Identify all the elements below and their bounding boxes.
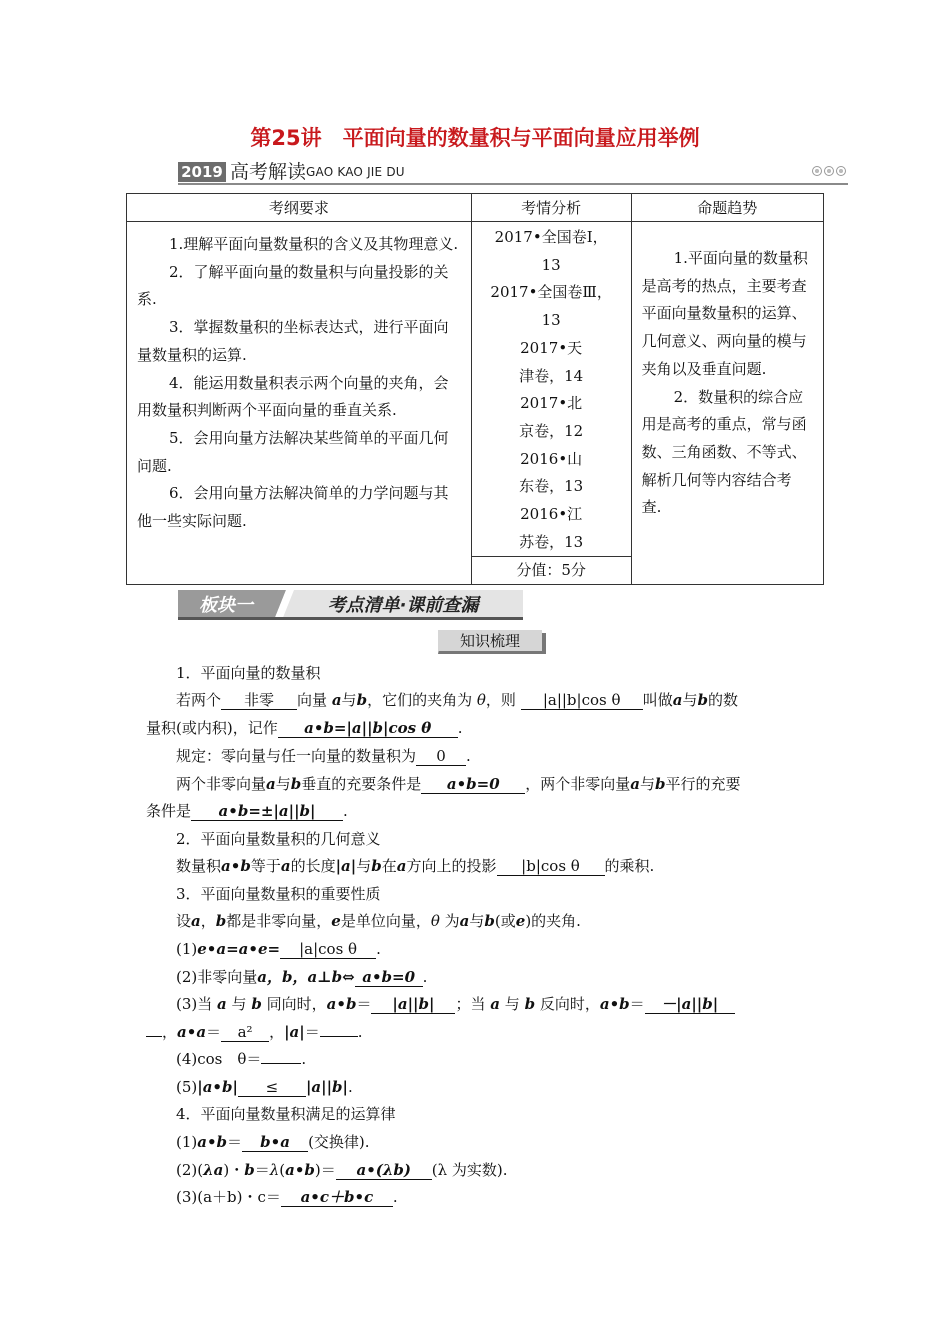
trend-item: 1.平面向量的数量积是高考的热点，主要考查平面向量数量积的运算、几何意义、两向量的模与夹角以及垂直问题. (641, 249, 808, 378)
paragraph: 两个非零向量a与b垂直的充要条件是 a•b=0 ，两个非零向量a与b平行的充要 (176, 775, 741, 793)
requirement-item: 3．掌握数量积的坐标表达式，进行平面向量数量积的运算. (137, 318, 449, 364)
heading-3: 3．平面向量数量积的重要性质 (176, 885, 381, 903)
paragraph: 条件是 a•b=±|a||b| . (146, 802, 348, 820)
requirement-item: 6．会用向量方法解决简单的力学问题与其他一些实际问题. (137, 484, 449, 531)
trend-item: 2．数量积的综合应用是高考的重点，常与函数、三角函数、不等式、解析几何等内容结合考查. (641, 387, 807, 517)
section-banner-right: 考点清单·课前查漏 (327, 595, 479, 616)
paragraph: 设a，b都是非零向量，e是单位向量，θ 为a与b(或e)的夹角. (176, 912, 581, 930)
content-body (146, 660, 814, 1220)
heading-4: 4．平面向量数量积满足的运算律 (176, 1105, 396, 1123)
requirement-item: 5．会用向量方法解决某些简单的平面几何问题. (137, 428, 449, 475)
analysis-cell (471, 222, 631, 585)
decor-dot-icon (812, 166, 822, 176)
analysis-item: 2017•全国卷Ⅰ，13 (494, 228, 608, 274)
exam-reading-band (178, 160, 848, 184)
analysis-item: 2017•天津卷，14 (519, 338, 584, 385)
analysis-item: 2016•江苏卷，13 (519, 505, 584, 551)
heading-1: 1．平面向量的数量积 (176, 664, 321, 682)
heading-2: 2．平面向量数量积的几何意义 (176, 830, 381, 848)
analysis-item: 2017•全国卷Ⅲ，13 (490, 283, 612, 330)
band-title: 高考解读 (230, 161, 307, 183)
law-2: (2)(λa)・b＝λ(a•b)＝ a•(λb) (λ 为实数). (176, 1161, 508, 1179)
law-1: (1)a•b＝ b•a (交换律). (176, 1133, 370, 1151)
law-3: (3)(a＋b)・c＝ a•c＋b•c . (176, 1188, 398, 1206)
knowledge-subhead (438, 630, 546, 654)
decor-dot-icon (824, 166, 834, 176)
paragraph: 量积(或内积)，记作 a•b=|a||b|cos θ . (146, 719, 463, 737)
analysis-item: 2017•北京卷，12 (519, 394, 584, 440)
decor-dot-icon (836, 166, 846, 176)
paragraph: 规定：零向量与任一向量的数量积为 0 . (176, 747, 471, 765)
requirements-cell (127, 222, 472, 585)
paragraph: 若两个 非零 向量 a与b，它们的夹角为 θ，则 |a||b|cos θ 叫做a与b的数 (176, 691, 738, 709)
section-banner (178, 590, 523, 620)
header-trends: 命题趋势 (631, 194, 823, 222)
trends-cell (631, 222, 823, 585)
requirement-item: 4．能运用数量积表示两个向量的夹角，会用数量积判断两个平面向量的垂直关系. (137, 373, 449, 420)
requirement-item: 2．了解平面向量的数量积与向量投影的关系. (137, 262, 449, 309)
band-divider (178, 183, 848, 185)
page-title: 第25讲 平面向量的数量积与平面向量应用举例 (250, 126, 700, 150)
subhead-text: 知识梳理 (459, 632, 521, 650)
band-pinyin: GAO KAO JIE DU (306, 165, 405, 179)
score: 分值：5分 (472, 556, 631, 584)
property-3: (3)当 a 与 b 同向时，a•b＝ |a||b| ；当 a 与 b 反向时，a•b＝ －|a||b| (176, 991, 735, 1019)
header-requirements: 考纲要求 (127, 194, 472, 222)
band-year: 2019 (178, 162, 226, 182)
analysis-item: 2016•山东卷，13 (519, 449, 584, 496)
section-banner-left: 板块一 (199, 595, 253, 616)
header-analysis: 考情分析 (471, 194, 631, 222)
property-1: (1)e•a=a•e= |a|cos θ . (176, 940, 381, 958)
property-4: (4)cos θ＝ . (176, 1050, 307, 1068)
property-2: (2)非零向量a，b，a⊥b⇔ a•b=0 . (176, 968, 428, 986)
property-5: (5)|a•b| ≤ |a||b|. (176, 1078, 353, 1096)
property-3-cont: ，a•a＝ a² ，|a|＝ . (146, 1019, 363, 1047)
paragraph: 数量积a•b等于a的长度|a|与b在a方向上的投影 |b|cos θ 的乘积. (176, 857, 655, 875)
exam-table (126, 193, 824, 585)
requirement-item: 1.理解平面向量数量积的含义及其物理意义. (169, 235, 459, 253)
